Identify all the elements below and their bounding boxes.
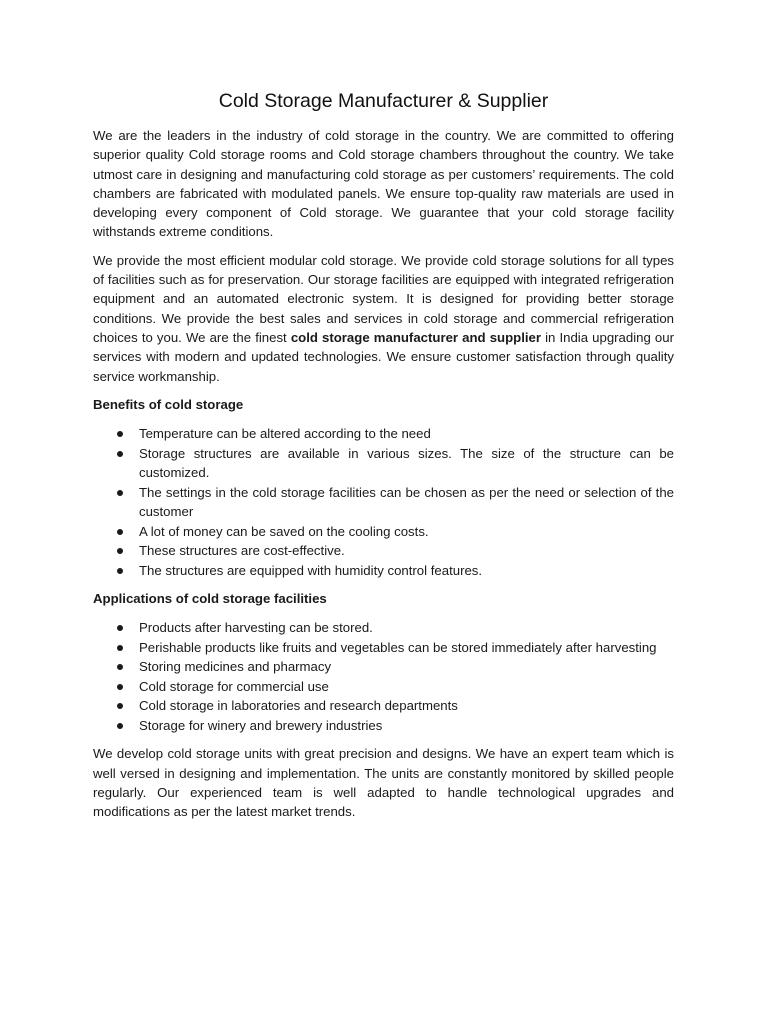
list-item-text: The settings in the cold storage facilities can be chosen as per the need or selection of the customer — [139, 484, 674, 520]
list-item-text: These structures are cost-effective. — [139, 543, 345, 559]
list-item-text: Products after harvesting can be stored. — [139, 620, 373, 636]
bullet-icon — [117, 490, 123, 496]
second-paragraph-text-start: We provide the most efficient modular cold storage. We provide cold storage solutions for all types of facilities such as for preservation. Our storage facilities are equipped with integrated refrigeration equipment and an automated electronic system. It is designed for providing better storage conditions. We provide the best sales and services in cold storage and commercial refrigeration choices to you. We are the finest — [93, 252, 674, 345]
list-item — [93, 444, 674, 483]
bullet-icon — [117, 548, 123, 554]
closing-paragraph: We develop cold storage units with great precision and designs. We have an expert team which is well versed in designing and implementation. The units are constantly monitored by skilled people regularly. Our experienced team is well adapted to handle technological upgrades and modifications as per the latest market trends. — [93, 746, 674, 820]
list-item-text: Perishable products like fruits and vegetables can be stored immediately after harvesting — [139, 639, 657, 655]
document-page — [93, 88, 674, 831]
bullet-icon — [117, 703, 123, 709]
list-item-text: Storing medicines and pharmacy — [139, 659, 332, 675]
list-item — [93, 657, 674, 677]
benefits-list — [93, 424, 674, 580]
list-item-text: A lot of money can be saved on the cooling costs. — [139, 523, 429, 539]
document-title: Cold Storage Manufacturer & Supplier — [218, 90, 549, 112]
list-item-text: Storage for winery and brewery industries — [139, 717, 383, 733]
list-item — [93, 677, 674, 697]
list-item — [93, 483, 674, 522]
bullet-icon — [117, 568, 123, 574]
list-item — [93, 716, 674, 736]
bullet-icon — [117, 723, 123, 729]
benefits-heading: Benefits of cold storage — [93, 396, 244, 412]
list-item — [93, 561, 674, 581]
list-item-text: Cold storage in laboratories and research departments — [139, 698, 458, 714]
bullet-icon — [117, 664, 123, 670]
bullet-icon — [117, 451, 123, 457]
list-item — [93, 541, 674, 561]
applications-heading: Applications of cold storage facilities — [93, 591, 327, 607]
bullet-icon — [117, 625, 123, 631]
list-item — [93, 696, 674, 716]
applications-list — [93, 618, 674, 735]
second-paragraph — [93, 251, 674, 386]
list-item-text: Cold storage for commercial use — [139, 678, 329, 694]
bullet-icon — [117, 529, 123, 535]
list-item — [93, 424, 674, 444]
intro-paragraph: We are the leaders in the industry of cold storage in the country. We are committed to offering superior quality Cold storage rooms and Cold storage chambers throughout the country. We take utmost care in designing and manufacturing cold storage as per customers’ requirements. The cold chambers are fabricated with modulated panels. We ensure top-quality raw materials are used in developing every component of Cold storage. We guarantee that your cold storage facility withstands extreme conditions. — [93, 128, 674, 240]
list-item-text: Storage structures are available in various sizes. The size of the structure can be customized. — [139, 445, 674, 481]
list-item-text: The structures are equipped with humidity control features. — [139, 562, 483, 578]
second-paragraph-text-end: in India upgrading our services with modern and updated technologies. We ensure customer satisfaction through quality service workmanship. — [93, 329, 674, 384]
list-item — [93, 522, 674, 542]
bullet-icon — [117, 645, 123, 651]
list-item — [93, 618, 674, 638]
list-item-text: Temperature can be altered according to the need — [139, 426, 431, 442]
list-item — [93, 638, 674, 658]
second-paragraph-bold-phrase: cold storage manufacturer and supplier — [290, 329, 541, 345]
bullet-icon — [117, 431, 123, 437]
bullet-icon — [117, 684, 123, 690]
